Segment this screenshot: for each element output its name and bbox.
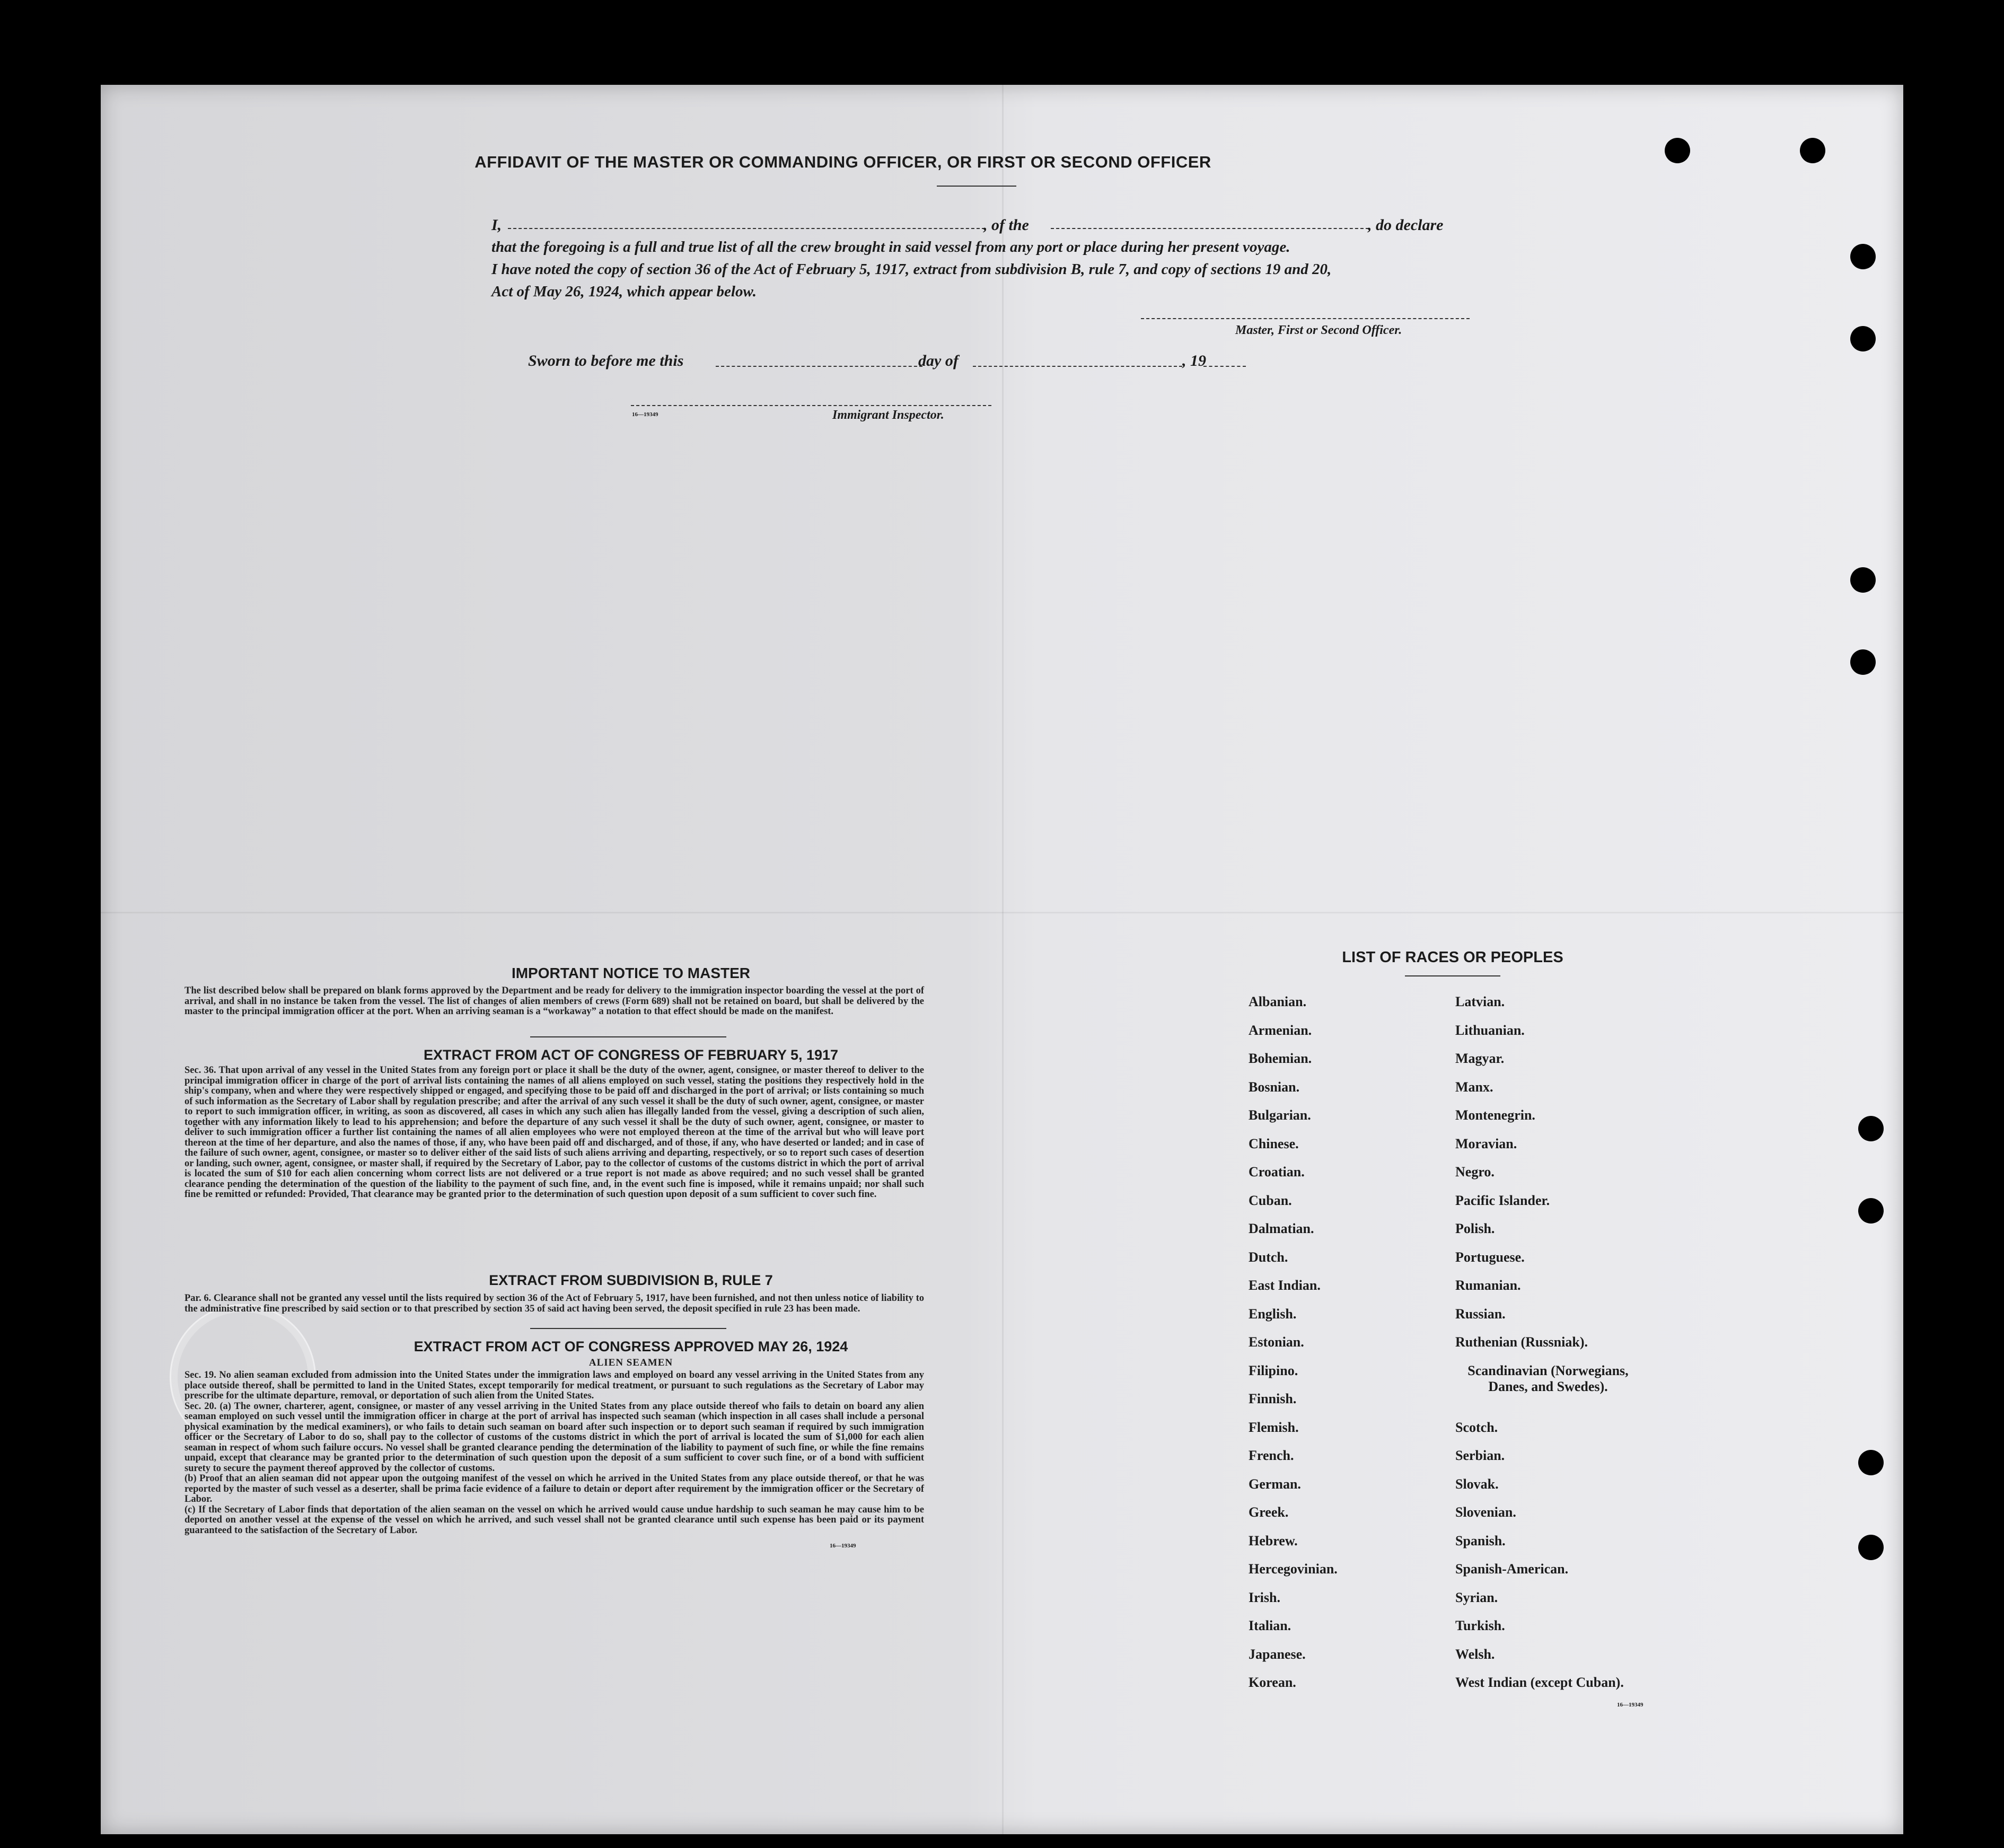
name-blank[interactable] <box>508 228 985 229</box>
race-item: Serbian. <box>1455 1448 1505 1463</box>
race-item: Filipino. <box>1249 1362 1298 1378</box>
affidavit-line-2: I have noted the copy of section 36 of the Act of February 5, 1917, extract from subdivision B, rule 7, and copy of sections 19 and 20, <box>491 261 1332 278</box>
race-item: Irish. <box>1249 1589 1280 1605</box>
year-label: , 19 <box>1182 352 1206 369</box>
race-item: Latvian. <box>1455 994 1505 1009</box>
sec-19: Sec. 19. No alien seaman excluded from admission into the United States under the immigration laws and employed on board any vessel arriving in the United States from any place outside thereof, shall be permitted to land in the United States, except temporarily for medical treatment, or pursuant to such regulations as the Secretary of Labor may prescribe for the ultimate departure, removal, or deportation of such alien from the United States. <box>184 1370 924 1401</box>
race-item: Albanian. <box>1249 994 1307 1009</box>
race-item: Armenian. <box>1249 1022 1312 1038</box>
races-title: LIST OF RACES OR PEOPLES <box>1342 949 1563 966</box>
race-item: Dutch. <box>1249 1249 1288 1265</box>
race-item: Bulgarian. <box>1249 1107 1311 1123</box>
punch-hole <box>1665 138 1690 163</box>
race-item: Scotch. <box>1455 1419 1498 1435</box>
notice-title: IMPORTANT NOTICE TO MASTER <box>511 965 751 981</box>
race-item: Lithuanian. <box>1455 1022 1525 1038</box>
race-item: Hebrew. <box>1249 1533 1298 1548</box>
race-item: Ruthenian (Russniak). <box>1455 1334 1588 1350</box>
race-item: English. <box>1249 1306 1297 1322</box>
master-signature-line[interactable] <box>1141 318 1470 319</box>
race-item: West Indian (except Cuban). <box>1455 1675 1624 1690</box>
race-item: Italian. <box>1249 1618 1291 1633</box>
race-item: Spanish-American. <box>1455 1561 1569 1577</box>
affidavit-title: AFFIDAVIT OF THE MASTER OR COMMANDING OFFICER, OR FIRST OR SECOND OFFICER <box>474 153 1211 171</box>
extract-1917-title: EXTRACT FROM ACT OF CONGRESS OF FEBRUARY 5, 1917 <box>423 1047 839 1063</box>
affidavit-body <box>491 236 1435 303</box>
race-item: Japanese. <box>1249 1646 1306 1662</box>
punch-hole <box>1850 326 1876 351</box>
title-underline <box>937 186 1016 187</box>
race-item: Magyar. <box>1455 1051 1505 1066</box>
race-item: German. <box>1249 1476 1301 1492</box>
race-item: Welsh. <box>1455 1646 1495 1662</box>
punch-hole <box>1850 567 1876 593</box>
race-item: Polish. <box>1455 1221 1495 1236</box>
race-item: Dalmatian. <box>1249 1221 1314 1236</box>
punch-hole <box>1800 138 1825 163</box>
race-item: Bohemian. <box>1249 1051 1312 1066</box>
extract-rule7-title: EXTRACT FROM SUBDIVISION B, RULE 7 <box>489 1272 773 1288</box>
race-item: Cuban. <box>1249 1192 1292 1208</box>
affidavit-line-1: that the foregoing is a full and true list of all the crew brought in said vessel from any port or place during her present voyage. <box>491 239 1290 256</box>
race-item: Estonian. <box>1249 1334 1304 1350</box>
race-item: Scandinavian (Norwegians, Danes, and Swedes). <box>1467 1362 1629 1394</box>
divider <box>530 1328 726 1329</box>
notice-text: The list described below shall be prepared on blank forms approved by the Department and be ready for delivery to the immigration inspector boarding the vessel at the port of arrival, and shall in no instance be taken from the vessel. The list of changes of alien members of crews (Form 689) shall not be retained on board, but shall be delivered by the master to the principal immigration officer at the port. When an arriving seaman is a “workaway” a notation to that effect should be made on the manifest. <box>184 985 924 1017</box>
inspector-label: Immigrant Inspector. <box>832 408 944 422</box>
sec-20b: (b) Proof that an alien seaman did not appear upon the outgoing manifest of the vessel on which he arrived in the United States from any place outside thereof, or that he was reported by the master of such vessel as a deserter, shall be prima facie evidence of a failure to detain or deport after requirement by the immigration officer or the Secretary of Labor. <box>184 1473 924 1504</box>
document-page <box>101 85 1903 1834</box>
race-item: Syrian. <box>1455 1589 1498 1605</box>
races-underline <box>1405 975 1500 976</box>
form-number: 16—19349 <box>830 1543 856 1549</box>
year-blank[interactable] <box>1203 366 1246 367</box>
race-item: Slovenian. <box>1455 1504 1516 1520</box>
race-item: Turkish. <box>1455 1618 1505 1633</box>
extract-1917-text: Sec. 36. That upon arrival of any vessel in the United States from any foreign port or place it shall be the duty of the owner, agent, consignee, or master thereof to deliver to the principal immigration officer in charge of the port of arrival lists containing the names of all aliens employed on such vessel, stating the positions they respectively hold in the ship's company, when and where they were respectively shipped or engaged, and specifying those to be paid off and discharged in the port of arrival; or lists containing so much of such information as the Secretary of Labor shall by regulation prescribe; and after the arrival of any such vessel it shall be the duty of such owner, agent, consignee, or master to report to such immigration officer, in writing, as soon as discovered, all cases in which any such alien has illegally landed from the vessel, giving a description of such alien, together with any information likely to lead to his apprehension; and before the departure of any such vessel it shall be the duty of such owner, agent, consignee, or master to deliver to such immigration officer a further list containing the names of all alien employees who were not employed thereon at the time of the arrival but who will leave port thereon at the time of her departure, and also the names of those, if any, who have been paid off and discharged, and of those, if any, who have deserted or landed; and in case of the failure of such owner, agent, consignee, or master so to deliver either of the said lists of such aliens arriving and departing, respectively, or so to report such cases of desertion or landing, such owner, agent, consignee, or master shall, if required by the Secretary of Labor, pay to the collector of customs of the customs district in which the port of arrival is located the sum of $10 for each alien concerning whom correct lists are not delivered or a true report is not made as above required; and no such vessel shall be granted clearance pending the determination of the question of the liability to the payment of such fine, and, in the event such fine is imposed, while it remains unpaid; nor shall such fine be remitted or refunded: Provided, That clearance may be granted prior to the determination of such question upon deposit of a sum sufficient to cover such fine. <box>184 1065 924 1200</box>
race-item: Negro. <box>1455 1164 1495 1180</box>
punch-hole <box>1850 649 1876 675</box>
fold-line-horizontal <box>101 912 1903 913</box>
race-item: Hercegovinian. <box>1249 1561 1338 1577</box>
extract-1924-text <box>184 1370 924 1536</box>
punch-hole <box>1858 1116 1884 1141</box>
affidavit-of-the: , of the <box>983 216 1029 234</box>
race-item: Spanish. <box>1455 1533 1506 1548</box>
race-item: Manx. <box>1455 1079 1493 1095</box>
fold-line-vertical <box>1002 85 1004 1834</box>
punch-hole <box>1858 1535 1884 1560</box>
punch-hole <box>1850 244 1876 269</box>
punch-hole <box>1858 1198 1884 1224</box>
race-item: Montenegrin. <box>1455 1107 1535 1123</box>
extract-1924-title: EXTRACT FROM ACT OF CONGRESS APPROVED MAY 26, 1924 <box>414 1339 848 1354</box>
form-number: 16—19349 <box>1617 1702 1643 1708</box>
extract-1924-subtitle: ALIEN SEAMEN <box>588 1357 673 1368</box>
race-item: Croatian. <box>1249 1164 1305 1180</box>
race-item: Rumanian. <box>1455 1278 1521 1293</box>
master-signature-label: Master, First or Second Officer. <box>1235 323 1402 337</box>
day-of-label: day of <box>918 352 959 369</box>
affidavit-line-3: Act of May 26, 1924, which appear below. <box>491 283 757 300</box>
race-item: Moravian. <box>1455 1136 1517 1151</box>
sworn-date-blank[interactable] <box>716 366 922 367</box>
punch-hole <box>1858 1450 1884 1475</box>
affidavit-do-declare: , do declare <box>1368 216 1444 234</box>
race-item: Russian. <box>1455 1306 1506 1322</box>
sec-20a: Sec. 20. (a) The owner, charterer, agent, consignee, or master of any vessel arriving in the United States from any place outside thereof who fails to detain on board any alien seaman employed on such vessel until the immigration officer in charge at the port of arrival has inspected such seaman (which inspection in all cases shall include a personal physical examination by the medical examiners), or who fails to detain such seaman on board after such inspection or to deport such seaman if required by such immigration officer or the Secretary of Labor to do so, shall pay to the collector of customs of the customs district in which the port of arrival is located the sum of $1,000 for each alien seaman in respect of whom such failure occurs. No vessel shall be granted clearance pending the determination of the liability to payment of such fine, or while the fine remains unpaid, except that clearance may be granted prior to the determination of such question upon the deposit of a sum sufficient to cover such fine, or of a bond with sufficient surety to secure the payment thereof approved by the collector of customs. <box>184 1401 924 1474</box>
race-item: Flemish. <box>1249 1419 1299 1435</box>
sworn-label: Sworn to before me this <box>528 352 684 369</box>
divider <box>530 1036 726 1037</box>
race-item: Greek. <box>1249 1504 1289 1520</box>
race-item: East Indian. <box>1249 1278 1321 1293</box>
inspector-signature-line[interactable] <box>631 405 991 406</box>
sec-20c: (c) If the Secretary of Labor finds that deportation of the alien seaman on the vessel on which he arrived would cause undue hardship to such seaman he may cause him to be deported on another vessel at the expense of the vessel on which he arrived, and such vessel shall not be granted clearance until such expense has been paid or its payment guaranteed to the satisfaction of the Secretary of Labor. <box>184 1504 924 1536</box>
race-item: Finnish. <box>1249 1391 1297 1406</box>
race-item: Bosnian. <box>1249 1079 1300 1095</box>
race-item: Slovak. <box>1455 1476 1499 1492</box>
form-number: 16—19349 <box>632 411 658 418</box>
race-item: Pacific Islander. <box>1455 1192 1550 1208</box>
race-item: Korean. <box>1249 1675 1296 1690</box>
month-blank[interactable] <box>973 366 1182 367</box>
race-item: Portuguese. <box>1455 1249 1525 1265</box>
extract-rule7-text: Par. 6. Clearance shall not be granted any vessel until the lists required by section 36 of the Act of February 5, 1917, have been furnished, and not then unless notice of liability to the administrative fine prescribed by said section or to that prescribed by section 35 of said act having been served, the deposit specified in rule 23 has been made. <box>184 1293 924 1314</box>
affidavit-i: I, <box>491 216 502 234</box>
race-item: Chinese. <box>1249 1136 1299 1151</box>
race-item: French. <box>1249 1448 1294 1463</box>
vessel-blank[interactable] <box>1051 228 1369 229</box>
